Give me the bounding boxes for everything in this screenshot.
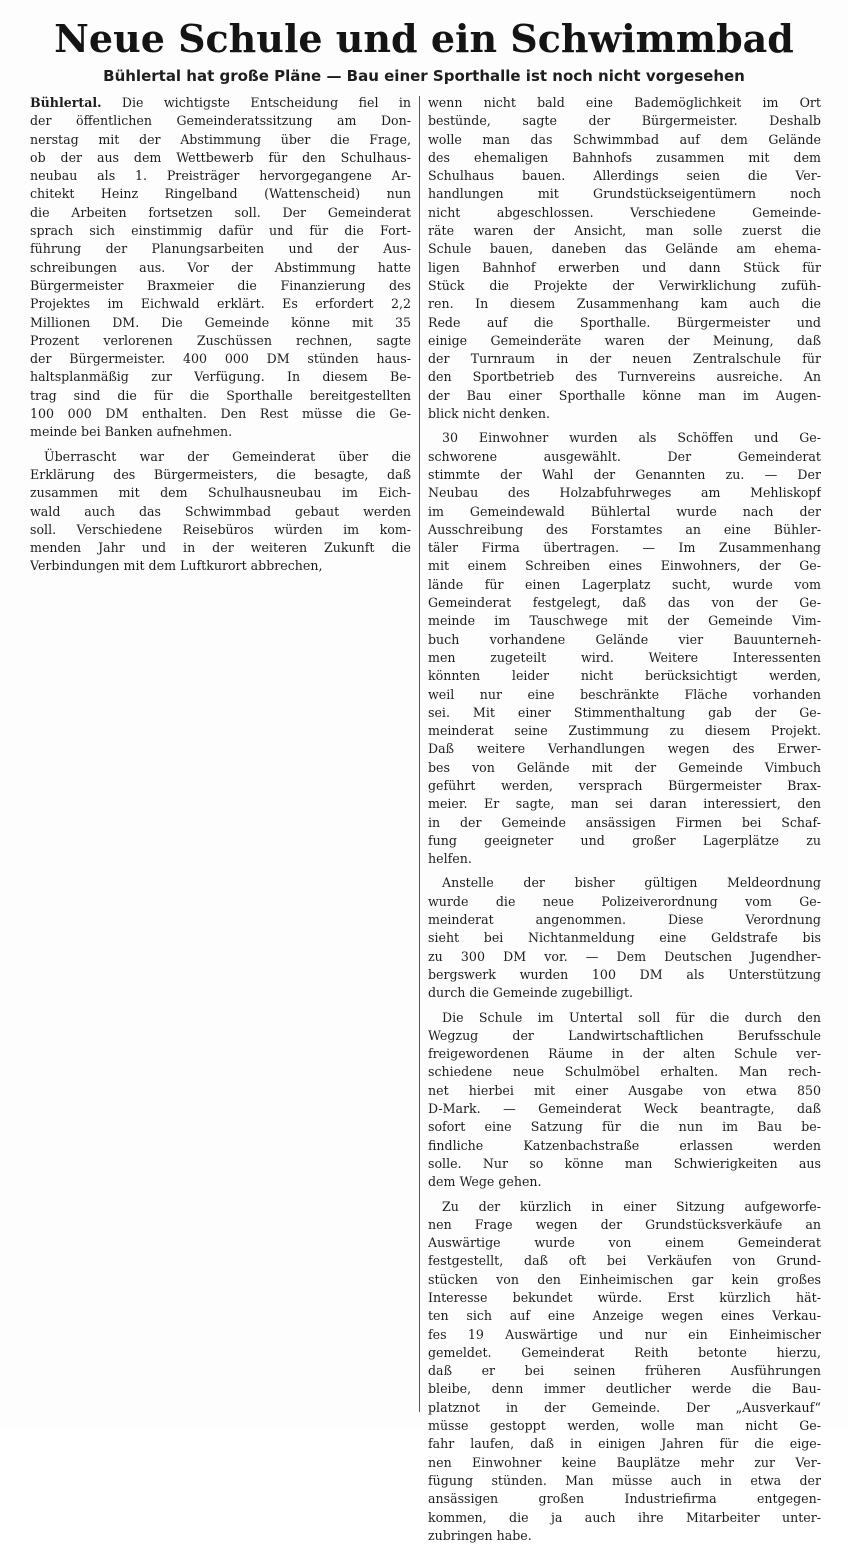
paragraph [428, 429, 821, 868]
text-line: nen Frage wegen der Grundstücksverkäufe an [428, 1216, 821, 1232]
text-line: chitekt Heinz Ringelband (Wattenscheid) nun [30, 186, 411, 202]
text-line: stimmte der Wahl der Genannten zu. — Der [428, 466, 821, 482]
text-line: in der Gemeinde ansässigen Firmen bei Schaf- [428, 814, 821, 830]
text-line: Überrascht war der Gemeinderat über die [44, 448, 411, 464]
text-line: schworene ausgewählt. Der Gemeinderat [428, 448, 821, 464]
text-line: festgestellt, daß oft bei Verkäufen von Grund- [428, 1253, 821, 1269]
text-line: täler Firma übertragen. — Im Zusammenhang [428, 540, 821, 556]
text-line: handlungen mit Grundstückseigentümern noch [428, 186, 821, 202]
text-line: Rede auf die Sporthalle. Bürgermeister und [428, 314, 821, 330]
text-line: ob der aus dem Wettbewerb für den Schulhaus- [30, 149, 411, 165]
text-line: sprach sich einstimmig dafür und für die Fort- [30, 223, 411, 239]
text-line: schiedene neue Schulmöbel erhalten. Man rech- [428, 1064, 821, 1080]
text-line: Wegzug der Landwirtschaftlichen Berufsschule [428, 1027, 821, 1043]
paragraph [30, 448, 411, 576]
text-line: gemeldet. Gemeinderat Reith betonte hierzu, [428, 1344, 821, 1360]
text-line: bleibe, denn immer deutlicher werde die Bau- [428, 1381, 821, 1397]
text-line: Neubau des Holzabfuhrweges am Mehliskopf [428, 485, 821, 501]
text-line: meinderat seine Zustimmung zu diesem Projekt. [428, 723, 821, 739]
text-line: zusammen mit dem Schulhausneubau im Eich- [30, 485, 411, 501]
text-line: könnten leider nicht berücksichtigt werden, [428, 668, 821, 684]
text-line: 100 000 DM enthalten. Den Rest müsse die Ge- [30, 406, 411, 422]
text-line: menden Jahr und in der weiteren Zukunft die [30, 540, 411, 556]
text-line: sei. Mit einer Stimmenthaltung gab der Ge- [428, 704, 821, 720]
text-line: Schule bauen, daneben das Gelände am ehema- [428, 241, 821, 257]
text-line: zubringen habe. [428, 1527, 532, 1543]
text-line: wolle man das Schwimmbad auf dem Gelände [428, 131, 821, 147]
text-line: wenn nicht bald eine Bademöglichkeit im Ort [428, 95, 821, 110]
text-line: Daß weitere Verhandlungen wegen des Erwer- [428, 741, 821, 757]
text-line: solle. Nur so könne man Schwierigkeiten aus [428, 1155, 821, 1171]
paragraph [428, 874, 821, 1002]
text-line: Bühlertal. Die wichtigste Entscheidung fiel in [30, 95, 411, 110]
text-line: men zugeteilt wird. Weitere Interessenten [428, 649, 821, 665]
text-line: fügung stünden. Man müsse auch in etwa der [428, 1472, 821, 1488]
text-line: ren. In diesem Zusammenhang kam auch die [428, 296, 821, 312]
text-line: mit einem Schreiben eines Einwohners, der Ge- [428, 558, 821, 574]
text-line: trag sind die für die Sporthalle bereitgestellten [30, 387, 411, 403]
dateline: Bühlertal. [30, 95, 102, 110]
text-line: der Bürgermeister. 400 000 DM stünden haus- [30, 351, 411, 367]
paragraph [428, 1198, 821, 1545]
text-line: freigewordenen Räume in der alten Schule ver- [428, 1046, 821, 1062]
text-line: im Gemeindewald Bühlertal wurde nach der [428, 503, 821, 519]
text-line: müsse gestoppt werden, wolle man nicht Ge- [428, 1418, 821, 1434]
text-line: blick nicht denken. [428, 406, 550, 422]
text-line: Bürgermeister Braxmeier die Finanzierung des [30, 277, 411, 293]
subheadline: Bühlertal hat große Pläne — Bau einer Sporthalle ist noch nicht vorgesehen [103, 67, 745, 85]
text-line: nicht abgeschlossen. Verschiedene Gemeinde- [428, 204, 821, 220]
column-divider [419, 96, 420, 1412]
text-line: zu 300 DM vor. — Dem Deutschen Jugendher- [428, 948, 821, 964]
headline: Neue Schule und ein Schwimmbad [54, 16, 794, 61]
text-line: Stück die Projekte der Verwirklichung zufüh- [428, 277, 821, 293]
text-line: Verbindungen mit dem Luftkurort abbrechen, [30, 558, 323, 574]
text-line: bestünde, sagte der Bürgermeister. Deshalb [428, 113, 821, 129]
text-line: kommen, die ja auch ihre Mitarbeiter unter- [428, 1509, 821, 1525]
text-line: Schulhaus bauen. Allerdings seien die Ver- [428, 168, 821, 184]
text-line: bes von Gelände mit der Gemeinde Vimbuch [428, 759, 821, 775]
text-line: führung der Planungsarbeiten und der Aus- [30, 241, 411, 257]
text-line: Zu der kürzlich in einer Sitzung aufgeworfe- [442, 1198, 821, 1214]
paragraph [428, 1009, 821, 1192]
text-line: Interesse bekundet würde. Erst kürzlich hät- [428, 1290, 821, 1305]
text-line: wald auch das Schwimmbad gebaut werden [30, 503, 411, 519]
text-line: die Arbeiten fortsetzen soll. Der Gemeinderat [30, 204, 411, 220]
text-line: meinderat angenommen. Diese Verordnung [428, 912, 821, 928]
text-line: der öffentlichen Gemeinderatssitzung am Don- [30, 113, 411, 129]
text-line: Millionen DM. Die Gemeinde könne mit 35 [30, 314, 411, 330]
right-column [428, 94, 821, 1545]
text-line: D-Mark. — Gemeinderat Weck beantragte, daß [428, 1101, 821, 1117]
paragraph [428, 94, 821, 423]
text-line: fes 19 Auswärtige und nur ein Einheimischer [428, 1326, 821, 1342]
text-line: Auswärtige wurde von einem Gemeinderat [428, 1235, 821, 1251]
text-line: daß er bei seinen früheren Ausführungen [428, 1363, 821, 1379]
text-line: platznot in der Gemeinde. Der „Ausverkauf“ [428, 1399, 821, 1415]
text-line: dem Wege gehen. [428, 1174, 542, 1190]
left-column [30, 94, 411, 576]
text-line: net hierbei mit einer Ausgabe von etwa 850 [428, 1082, 821, 1098]
text-line: den Sportbetrieb des Turnvereins ausreiche. An [428, 369, 821, 385]
text-line: Gemeinderat festgelegt, daß das von der Ge- [428, 595, 821, 611]
text-line: Projektes im Eichwald erklärt. Es erfordert 2,2 [30, 296, 411, 312]
text-line: durch die Gemeinde zugebilligt. [428, 985, 634, 1001]
text-line: ten sich auf eine Anzeige wegen eines Verkau- [428, 1308, 821, 1324]
text-line: haltsplanmäßig zur Verfügung. In diesem Be- [30, 369, 411, 385]
text-line: lände für einen Lagerplatz sucht, wurde vom [428, 576, 821, 592]
text-line: sofort eine Satzung für die nun im Bau be- [428, 1119, 821, 1135]
text-line: schreibungen aus. Vor der Abstimmung hatte [30, 259, 411, 275]
paragraph [30, 94, 411, 442]
text-line: nen Einwohner keine Bauplätze mehr zur Ver- [428, 1454, 821, 1470]
text-line: räte waren der Ansicht, man solle zuerst die [428, 223, 821, 239]
text-line: meier. Er sagte, man sei daran interessiert, den [428, 796, 821, 812]
text-line: Erklärung des Bürgermeisters, die besagte, daß [30, 466, 411, 482]
text-line: Die Schule im Untertal soll für die durch den [442, 1009, 821, 1025]
text-line: der Turnraum in der neuen Zentralschule für [428, 351, 821, 367]
text-line: geführt werden, versprach Bürgermeister Brax- [428, 777, 821, 793]
text-line: einige Gemeinderäte waren der Meinung, daß [428, 332, 821, 348]
text-line: meinde bei Banken aufnehmen. [30, 424, 233, 440]
text-line: 30 Einwohner wurden als Schöffen und Ge- [442, 430, 821, 446]
text-line: ligen Bahnhof erwerben und dann Stück für [428, 259, 821, 275]
text-line: Anstelle der bisher gültigen Meldeordnung [442, 875, 821, 891]
text-line: Prozent verlorenen Zuschüssen rechnen, sagte [30, 332, 411, 348]
text-line: soll. Verschiedene Reisebüros würden im kom- [30, 521, 411, 537]
text-line: fung geeigneter und großer Lagerplätze zu [428, 832, 821, 848]
text-line: fahr laufen, daß in einigen Jahren für die eige- [428, 1436, 821, 1452]
text-line: meinde im Tauschwege mit der Gemeinde Vim- [428, 613, 821, 629]
text-line: findliche Katzenbachstraße erlassen werden [428, 1137, 821, 1153]
text-line: weil nur eine beschränkte Fläche vorhanden [428, 686, 821, 702]
text-line: wurde die neue Polizeiverordnung vom Ge- [428, 893, 821, 909]
text-line: stücken von den Einheimischen gar kein großes [428, 1271, 821, 1287]
text-line: helfen. [428, 851, 472, 867]
text-line: sieht bei Nichtanmeldung eine Geldstrafe bis [428, 930, 821, 946]
text-line: ansässigen großen Industriefirma entgegen- [428, 1491, 821, 1507]
text-line: bergswerk wurden 100 DM als Unterstützung [428, 966, 821, 982]
text-line: des ehemaligen Bahnhofs zusammen mit dem [428, 149, 821, 165]
text-line: buch vorhandene Gelände vier Bauunterneh- [428, 631, 821, 647]
text-line: neubau als 1. Preisträger hervorgegangene Ar- [30, 168, 411, 184]
text-line: nerstag mit der Abstimmung über die Frage, [30, 131, 411, 147]
text-line: der Bau einer Sporthalle könne man im Augen- [428, 387, 821, 403]
text-line: Ausschreibung des Forstamtes an eine Bühler- [428, 521, 821, 537]
